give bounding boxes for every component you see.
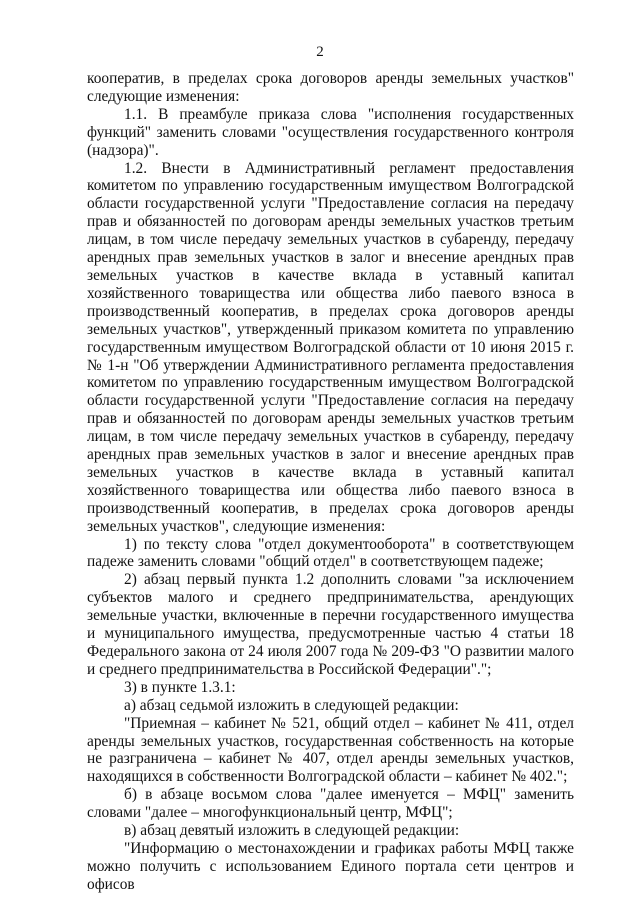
paragraph: "Приемная – кабинет № 521, общий отдел – кабинет № 411, отдел аренды земельных участков, государственная собственность на которые не разграничена – кабинет № 407, отдел аренды земельных участков, находящихся в собственности Волгоградской области – кабинет № 402."; [87, 714, 574, 786]
paragraph: 1.2. Внести в Административный регламент предоставления комитетом по управлению государственным имуществом Волгоградской области государственной услуги "Предоставление согласия на передачу прав и обязанностей по договорам аренды земельных участков третьим лицам, в том числе передачу земельных участков в субаренду, передачу арендных прав земельных участков в залог и внесение арендных прав земельных участков в качестве вклада в уставный капитал хозяйственного товарищества или общества либо паевого взноса в производственный кооператив, в пределах срока договоров аренды земельных участков", утвержденный приказом комитета по управлению государственным имуществом Волгоградской области от 10 июня 2015 г. № 1-н "Об утверждении Административного регламента предоставления комитетом по управлению государственным имуществом Волгоградской области государственной услуги "Предоставление согласия на передачу прав и обязанностей по договорам аренды земельных участков третьим лицам, в том числе передачу земельных участков в субаренду, передачу арендных прав земельных участков в залог и внесение арендных прав земельных участков в качестве вклада в уставный капитал хозяйственного товарищества или общества либо паевого взноса в производственный кооператив, в пределах срока договоров аренды земельных участков", следующие изменения: [87, 159, 574, 535]
paragraph: а) абзац седьмой изложить в следующей редакции: [124, 696, 459, 714]
paragraph: 1) по тексту слова "отдел документооборота" в соответствующем падеже заменить словами "общий отдел" в соответствующем падеже; [87, 535, 574, 571]
paragraph: кооператив, в пределах срока договоров аренды земельных участков" следующие изменения: [87, 70, 574, 105]
paragraph: б) в абзаце восьмом слова "далее именуется – МФЦ" заменить словами "далее – многофункциональный центр, МФЦ"; [87, 786, 574, 822]
paragraph: 1.1. В преамбуле приказа слова "исполнения государственных функций" заменить словами "осуществления государственного контроля (надзора)". [87, 105, 574, 159]
document-body [87, 70, 574, 894]
page-number: 2 [316, 44, 324, 60]
paragraph: 2) абзац первый пункта 1.2 дополнить словами "за исключением субъектов малого и среднего предпринимательства, арендующих земельные участки, включенные в перечни государственного имущества и муниципального имущества, предусмотренные частью 4 статьи 18 Федерального закона от 24 июля 2007 года № 209-ФЗ "О развитии малого и среднего предпринимательства в Российской Федерации"."; [87, 571, 574, 678]
paragraph: 3) в пункте 1.3.1: [124, 678, 236, 696]
paragraph: в) абзац девятый изложить в следующей редакции: [124, 822, 460, 840]
paragraph: "Информацию о местонахождении и графиках работы МФЦ также можно получить с использованием Единого портала сети центров и офисов [87, 839, 574, 893]
